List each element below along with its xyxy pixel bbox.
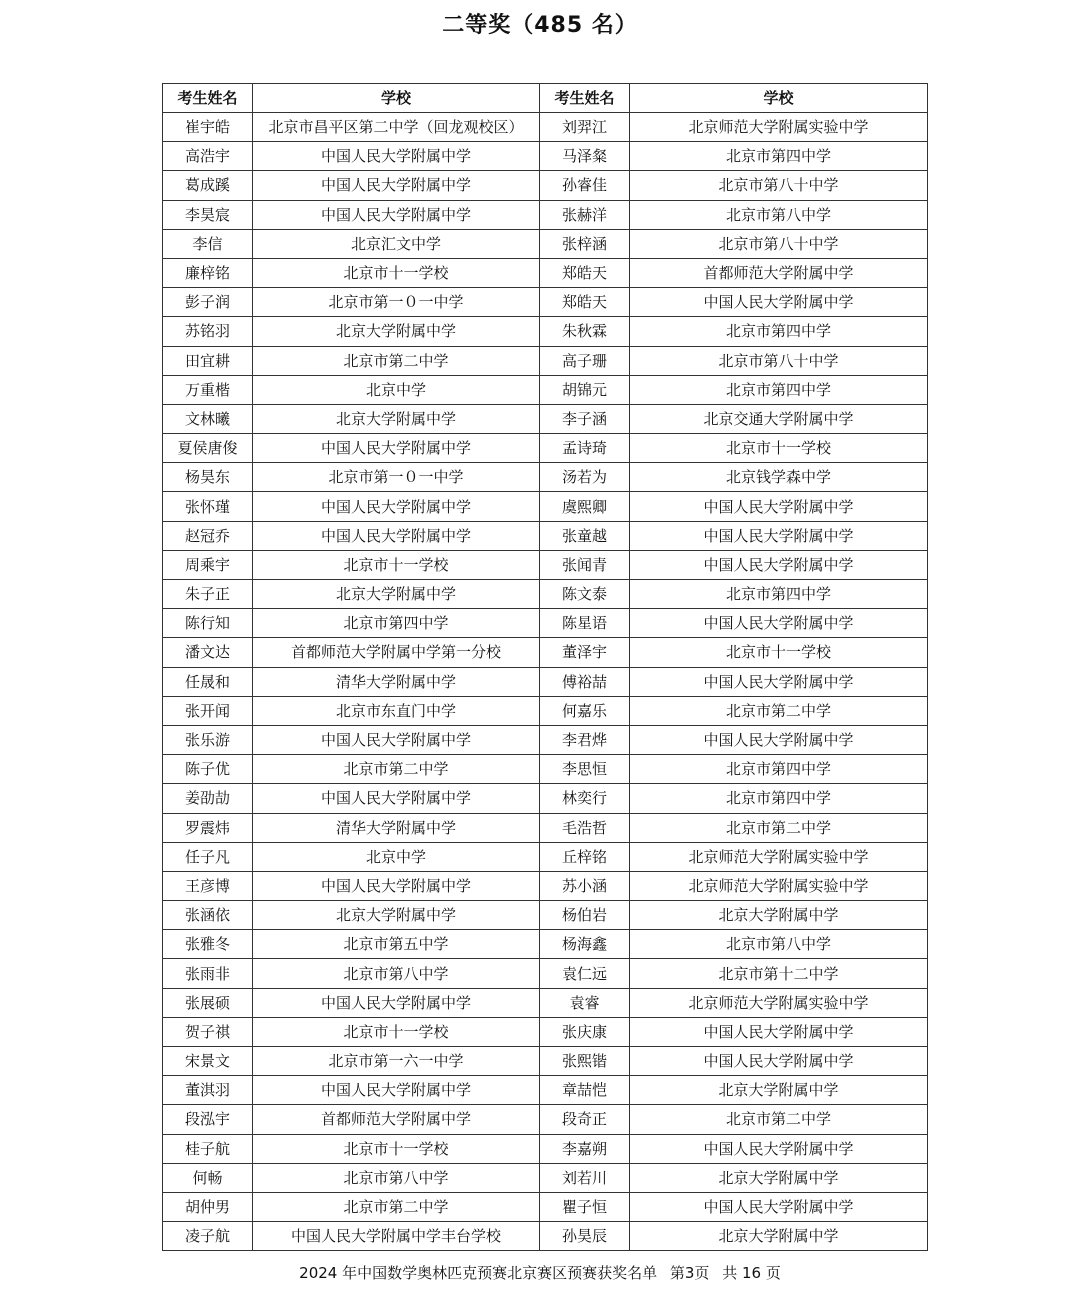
table-row — [163, 521, 928, 550]
table-row — [163, 609, 928, 638]
school-cell: 中国人民大学附属中学 — [253, 725, 540, 754]
student-name-cell: 葛成蹊 — [163, 171, 253, 200]
student-name-cell: 任晟和 — [163, 667, 253, 696]
table-row — [163, 667, 928, 696]
school-cell: 北京市第四中学 — [630, 580, 928, 609]
school-cell: 中国人民大学附属中学 — [630, 609, 928, 638]
school-cell: 中国人民大学附属中学 — [630, 667, 928, 696]
table-body — [163, 113, 928, 1251]
student-name-cell: 瞿子恒 — [540, 1192, 630, 1221]
school-cell: 中国人民大学附属中学 — [253, 171, 540, 200]
header-student-name-right: 考生姓名 — [540, 84, 630, 113]
school-cell: 北京市第四中学 — [630, 142, 928, 171]
student-name-cell: 赵冠乔 — [163, 521, 253, 550]
student-name-cell: 朱子正 — [163, 580, 253, 609]
table-row — [163, 258, 928, 287]
school-cell: 北京市第四中学 — [630, 784, 928, 813]
school-cell: 北京师范大学附属实验中学 — [630, 871, 928, 900]
school-cell: 北京大学附属中学 — [630, 1163, 928, 1192]
footer-page-number: 第3页 — [669, 1264, 710, 1282]
page-title: 二等奖（485 名） — [442, 13, 638, 38]
student-name-cell: 朱秋霖 — [540, 317, 630, 346]
student-name-cell: 章喆恺 — [540, 1076, 630, 1105]
school-cell: 北京钱学森中学 — [630, 463, 928, 492]
footer-doc-title: 2024 年中国数学奥林匹克预赛北京赛区预赛获奖名单 — [299, 1264, 658, 1282]
student-name-cell: 张涵依 — [163, 901, 253, 930]
student-name-cell: 陈星语 — [540, 609, 630, 638]
student-name-cell: 傅裕喆 — [540, 667, 630, 696]
table-row — [163, 404, 928, 433]
award-table-container — [162, 83, 927, 1251]
student-name-cell: 杨海鑫 — [540, 930, 630, 959]
table-row — [163, 200, 928, 229]
school-cell: 北京市东直门中学 — [253, 696, 540, 725]
school-cell: 中国人民大学附属中学 — [630, 1192, 928, 1221]
school-cell: 北京市第二中学 — [630, 696, 928, 725]
school-cell: 北京大学附属中学 — [253, 901, 540, 930]
school-cell: 北京师范大学附属实验中学 — [630, 988, 928, 1017]
school-cell: 北京市第一六一中学 — [253, 1047, 540, 1076]
school-cell: 北京市第二中学 — [630, 813, 928, 842]
student-name-cell: 张雨非 — [163, 959, 253, 988]
student-name-cell: 董淇羽 — [163, 1076, 253, 1105]
header-school-left: 学校 — [253, 84, 540, 113]
student-name-cell: 陈子优 — [163, 755, 253, 784]
table-row — [163, 492, 928, 521]
school-cell: 北京市十一学校 — [253, 1134, 540, 1163]
student-name-cell: 宋景文 — [163, 1047, 253, 1076]
school-cell: 北京市第八中学 — [253, 959, 540, 988]
school-cell: 中国人民大学附属中学 — [630, 550, 928, 579]
student-name-cell: 李思恒 — [540, 755, 630, 784]
school-cell: 北京市第十二中学 — [630, 959, 928, 988]
school-cell: 北京市第一０一中学 — [253, 288, 540, 317]
school-cell: 首都师范大学附属中学 — [253, 1105, 540, 1134]
school-cell: 北京市第二中学 — [253, 755, 540, 784]
table-row — [163, 1134, 928, 1163]
student-name-cell: 段奇正 — [540, 1105, 630, 1134]
table-row — [163, 375, 928, 404]
student-name-cell: 丘梓铭 — [540, 842, 630, 871]
student-name-cell: 袁仁远 — [540, 959, 630, 988]
student-name-cell: 张赫洋 — [540, 200, 630, 229]
table-row — [163, 113, 928, 142]
school-cell: 中国人民大学附属中学 — [630, 492, 928, 521]
school-cell: 北京市第八中学 — [630, 200, 928, 229]
school-cell: 北京市第八中学 — [253, 1163, 540, 1192]
table-row — [163, 842, 928, 871]
school-cell: 北京大学附属中学 — [253, 317, 540, 346]
table-row — [163, 1017, 928, 1046]
student-name-cell: 张童越 — [540, 521, 630, 550]
student-name-cell: 桂子航 — [163, 1134, 253, 1163]
student-name-cell: 文林曦 — [163, 404, 253, 433]
school-cell: 北京市第二中学 — [630, 1105, 928, 1134]
table-row — [163, 959, 928, 988]
table-row — [163, 434, 928, 463]
table-row — [163, 288, 928, 317]
student-name-cell: 任子凡 — [163, 842, 253, 871]
school-cell: 北京大学附属中学 — [630, 1222, 928, 1251]
school-cell: 北京大学附属中学 — [253, 580, 540, 609]
header-student-name-left: 考生姓名 — [163, 84, 253, 113]
table-row — [163, 784, 928, 813]
school-cell: 北京市第一０一中学 — [253, 463, 540, 492]
table-row — [163, 229, 928, 258]
student-name-cell: 张乐游 — [163, 725, 253, 754]
table-row — [163, 1076, 928, 1105]
school-cell: 中国人民大学附属中学 — [253, 492, 540, 521]
school-cell: 北京大学附属中学 — [630, 1076, 928, 1105]
school-cell: 中国人民大学附属中学 — [253, 784, 540, 813]
school-cell: 北京市第四中学 — [630, 755, 928, 784]
table-row — [163, 638, 928, 667]
school-cell: 北京市第四中学 — [630, 317, 928, 346]
table-row — [163, 988, 928, 1017]
school-cell: 北京市十一学校 — [630, 434, 928, 463]
student-name-cell: 罗震炜 — [163, 813, 253, 842]
school-cell: 中国人民大学附属中学 — [630, 725, 928, 754]
student-name-cell: 李君烨 — [540, 725, 630, 754]
student-name-cell: 崔宇皓 — [163, 113, 253, 142]
student-name-cell: 张闻青 — [540, 550, 630, 579]
student-name-cell: 董泽宇 — [540, 638, 630, 667]
table-row — [163, 813, 928, 842]
student-name-cell: 胡仲男 — [163, 1192, 253, 1221]
table-row — [163, 725, 928, 754]
table-row — [163, 1222, 928, 1251]
school-cell: 中国人民大学附属中学 — [253, 1076, 540, 1105]
table-row — [163, 550, 928, 579]
student-name-cell: 陈行知 — [163, 609, 253, 638]
school-cell: 中国人民大学附属中学 — [630, 1017, 928, 1046]
table-row — [163, 317, 928, 346]
student-name-cell: 汤若为 — [540, 463, 630, 492]
student-name-cell: 何畅 — [163, 1163, 253, 1192]
school-cell: 中国人民大学附属中学 — [253, 521, 540, 550]
student-name-cell: 孙睿佳 — [540, 171, 630, 200]
student-name-cell: 贺子祺 — [163, 1017, 253, 1046]
school-cell: 北京市十一学校 — [253, 258, 540, 287]
school-cell: 北京中学 — [253, 375, 540, 404]
school-cell: 北京市第二中学 — [253, 1192, 540, 1221]
student-name-cell: 潘文达 — [163, 638, 253, 667]
student-name-cell: 高浩宇 — [163, 142, 253, 171]
school-cell: 清华大学附属中学 — [253, 813, 540, 842]
table-row — [163, 871, 928, 900]
student-name-cell: 虞熙卿 — [540, 492, 630, 521]
school-cell: 中国人民大学附属中学 — [253, 200, 540, 229]
student-name-cell: 田宜耕 — [163, 346, 253, 375]
student-name-cell: 张梓涵 — [540, 229, 630, 258]
school-cell: 北京市第八十中学 — [630, 229, 928, 258]
table-row — [163, 346, 928, 375]
student-name-cell: 苏铭羽 — [163, 317, 253, 346]
student-name-cell: 刘若川 — [540, 1163, 630, 1192]
student-name-cell: 陈文泰 — [540, 580, 630, 609]
student-name-cell: 凌子航 — [163, 1222, 253, 1251]
student-name-cell: 林奕行 — [540, 784, 630, 813]
school-cell: 北京市第五中学 — [253, 930, 540, 959]
footer-page-total: 共 16 页 — [722, 1264, 781, 1282]
school-cell: 首都师范大学附属中学第一分校 — [253, 638, 540, 667]
table-header-row — [163, 84, 928, 113]
table-row — [163, 463, 928, 492]
table-row — [163, 1047, 928, 1076]
page-footer — [0, 1262, 1080, 1284]
student-name-cell: 孙昊辰 — [540, 1222, 630, 1251]
table-row — [163, 930, 928, 959]
school-cell: 北京师范大学附属实验中学 — [630, 113, 928, 142]
student-name-cell: 张熙锴 — [540, 1047, 630, 1076]
school-cell: 中国人民大学附属中学丰台学校 — [253, 1222, 540, 1251]
school-cell: 清华大学附属中学 — [253, 667, 540, 696]
school-cell: 中国人民大学附属中学 — [253, 434, 540, 463]
student-name-cell: 何嘉乐 — [540, 696, 630, 725]
school-cell: 北京中学 — [253, 842, 540, 871]
student-name-cell: 李子涵 — [540, 404, 630, 433]
school-cell: 中国人民大学附属中学 — [630, 1134, 928, 1163]
table-row — [163, 1105, 928, 1134]
school-cell: 北京市第四中学 — [253, 609, 540, 638]
table-row — [163, 901, 928, 930]
school-cell: 首都师范大学附属中学 — [630, 258, 928, 287]
school-cell: 北京大学附属中学 — [630, 901, 928, 930]
student-name-cell: 周乘宇 — [163, 550, 253, 579]
table-row — [163, 755, 928, 784]
student-name-cell: 高子珊 — [540, 346, 630, 375]
student-name-cell: 毛浩哲 — [540, 813, 630, 842]
student-name-cell: 张庆康 — [540, 1017, 630, 1046]
table-row — [163, 142, 928, 171]
student-name-cell: 夏侯唐俊 — [163, 434, 253, 463]
school-cell: 北京市昌平区第二中学（回龙观校区） — [253, 113, 540, 142]
school-cell: 北京市十一学校 — [253, 550, 540, 579]
student-name-cell: 马泽粲 — [540, 142, 630, 171]
school-cell: 中国人民大学附属中学 — [630, 288, 928, 317]
student-name-cell: 李信 — [163, 229, 253, 258]
table-row — [163, 696, 928, 725]
school-cell: 中国人民大学附属中学 — [253, 142, 540, 171]
student-name-cell: 郑皓天 — [540, 288, 630, 317]
table-row — [163, 1163, 928, 1192]
student-name-cell: 段泓宇 — [163, 1105, 253, 1134]
student-name-cell: 李昊宸 — [163, 200, 253, 229]
student-name-cell: 姜劭劼 — [163, 784, 253, 813]
school-cell: 北京汇文中学 — [253, 229, 540, 258]
student-name-cell: 张怀瑾 — [163, 492, 253, 521]
student-name-cell: 王彦博 — [163, 871, 253, 900]
school-cell: 北京市第二中学 — [253, 346, 540, 375]
student-name-cell: 孟诗琦 — [540, 434, 630, 463]
school-cell: 北京市第八十中学 — [630, 346, 928, 375]
school-cell: 北京市第八十中学 — [630, 171, 928, 200]
table-row — [163, 171, 928, 200]
student-name-cell: 杨伯岩 — [540, 901, 630, 930]
school-cell: 中国人民大学附属中学 — [253, 871, 540, 900]
student-name-cell: 刘羿江 — [540, 113, 630, 142]
school-cell: 中国人民大学附属中学 — [630, 521, 928, 550]
student-name-cell: 张开闻 — [163, 696, 253, 725]
student-name-cell: 苏小涵 — [540, 871, 630, 900]
student-name-cell: 杨昊东 — [163, 463, 253, 492]
school-cell: 北京师范大学附属实验中学 — [630, 842, 928, 871]
student-name-cell: 李嘉朔 — [540, 1134, 630, 1163]
table-header — [163, 84, 928, 113]
award-table — [162, 83, 928, 1251]
student-name-cell: 彭子润 — [163, 288, 253, 317]
student-name-cell: 郑皓天 — [540, 258, 630, 287]
table-row — [163, 1192, 928, 1221]
student-name-cell: 胡锦元 — [540, 375, 630, 404]
student-name-cell: 万重楷 — [163, 375, 253, 404]
school-cell: 北京交通大学附属中学 — [630, 404, 928, 433]
student-name-cell: 廉梓铭 — [163, 258, 253, 287]
school-cell: 中国人民大学附属中学 — [253, 988, 540, 1017]
school-cell: 北京市十一学校 — [253, 1017, 540, 1046]
school-cell: 中国人民大学附属中学 — [630, 1047, 928, 1076]
student-name-cell: 张展硕 — [163, 988, 253, 1017]
school-cell: 北京市十一学校 — [630, 638, 928, 667]
school-cell: 北京市第四中学 — [630, 375, 928, 404]
header-school-right: 学校 — [630, 84, 928, 113]
school-cell: 北京市第八中学 — [630, 930, 928, 959]
table-row — [163, 580, 928, 609]
school-cell: 北京大学附属中学 — [253, 404, 540, 433]
student-name-cell: 袁睿 — [540, 988, 630, 1017]
student-name-cell: 张雅冬 — [163, 930, 253, 959]
